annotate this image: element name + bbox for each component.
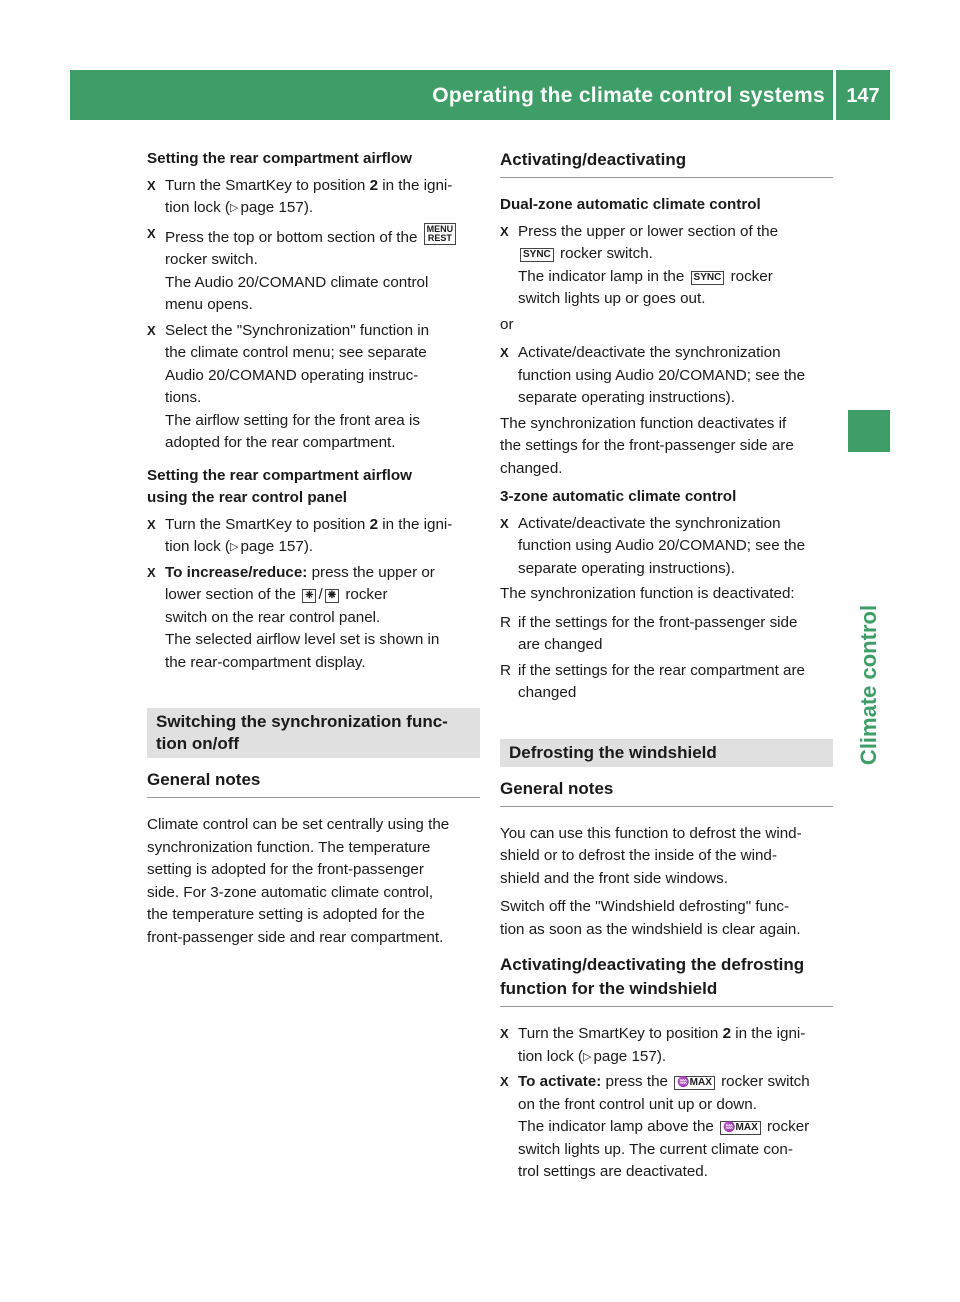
instruction-step: X Select the "Synchronization" function in the climate control menu; see separate Audio 20/COMAND operating instruc- tions. The airflow setting for the front area is adopted for the rear compartment. [147, 321, 430, 451]
menu-rest-icon: MENU REST [424, 223, 457, 245]
page-reference[interactable]: page 157). [240, 538, 314, 555]
instruction-step: X Activate/deactivate the synchronization function using Audio 20/COMAND; see the separate operating instructions). [500, 514, 806, 577]
paragraph: Switch off the "Windshield defrosting" func- tion as soon as the windshield is clear again. [500, 898, 801, 938]
or-text: or [500, 315, 514, 333]
step-arrow-icon: X [147, 516, 156, 532]
step-arrow-icon: X [147, 322, 156, 338]
instruction-step: X Activate/deactivate the synchronization function using Audio 20/COMAND; see the separate operating instructions). [500, 344, 806, 406]
section-label: Climate control [856, 604, 881, 766]
subheading: 3-zone automatic climate control [500, 488, 737, 505]
defrost-max-icon: ♒MAX [674, 1076, 715, 1090]
instruction-step: X To increase/reduce: press the upper or lower section of the ❈ / ❋ rocker switch on the rear control panel. The selected airflow level set is shown in the rear-compartment display. [147, 563, 440, 671]
page-reference[interactable]: page 157). [240, 199, 314, 216]
page-reference[interactable]: page 157). [593, 1047, 667, 1065]
step-arrow-icon: X [500, 1074, 509, 1089]
right-column [500, 148, 833, 1187]
instruction-step: X Press the top or bottom section of the MENU REST rocker switch. The Audio 20/COMAND climate control menu opens. [147, 223, 480, 317]
bullet-item: R if the settings for the front-passenger side are changed [500, 613, 798, 653]
subheading: Dual-zone automatic climate control [500, 196, 761, 213]
instruction-step: X Turn the SmartKey to position 2 in the igni- tion lock (▷ page 157). [147, 175, 480, 220]
paragraph: You can use this function to defrost the wind- shield or to defrost the inside of the wind- shield and the front side windows. [500, 824, 802, 887]
page-title: Operating the climate control systems [432, 84, 825, 107]
section-heading-box: Switching the synchronization func- tion on/off [147, 708, 480, 758]
step-arrow-icon: X [500, 223, 509, 239]
instruction-step: X To activate: press the ♒MAX rocker switch on the front control unit up or down. The indicator lamp above the ♒MAX rocker switch lights up. The current climate con- trol settings are deactivated. [500, 1073, 810, 1180]
bullet-icon: R [500, 661, 511, 679]
paragraph: The synchronization function deactivates if the settings for the front-passenger side are changed. [500, 414, 794, 477]
bullet-icon: R [500, 613, 511, 631]
bullet-item: R if the settings for the rear compartment are changed [500, 661, 806, 701]
fan-up-icon: ❈ [302, 589, 316, 603]
section-heading-box: Defrosting the windshield [500, 739, 833, 767]
step-arrow-icon: X [500, 515, 509, 531]
instruction-step: X Turn the SmartKey to position 2 in the igni- tion lock (▷ page 157). [500, 1023, 833, 1068]
paragraph: The synchronization function is deactivated: [500, 585, 795, 602]
step-arrow-icon: X [500, 1026, 509, 1041]
instruction-step: X Press the upper or lower section of the SYNC rocker switch. The indicator lamp in the SYNC rocker switch lights up or goes out. [500, 222, 779, 307]
step-arrow-icon: X [147, 177, 156, 193]
section-heading: Activating/deactivating [500, 148, 833, 178]
step-arrow-icon: X [147, 564, 156, 580]
step-arrow-icon: X [500, 345, 509, 360]
page-number: 147 [846, 85, 880, 107]
section-heading: Activating/deactivating the defrosting function for the windshield [500, 953, 833, 1007]
section-tab-marker [848, 410, 890, 452]
fan-down-icon: ❋ [325, 589, 339, 603]
page-ref-icon: ▷ [230, 202, 239, 214]
subheading: Setting the rear compartment airflow [147, 150, 412, 167]
paragraph: Climate control can be set centrally using the synchronization function. The temperature setting is adopted for the front-passenger side. For 3-zone automatic climate control, the temperature setting is adopted for the front-passenger side and rear compartment. [147, 816, 450, 946]
sync-icon: SYNC [520, 248, 554, 262]
left-column [147, 148, 480, 955]
instruction-step: X Turn the SmartKey to position 2 in the igni- tion lock (▷ page 157). [147, 514, 480, 559]
sync-icon: SYNC [691, 271, 725, 285]
subheading: Setting the rear compartment airflow using the rear control panel [147, 466, 412, 506]
page-ref-icon: ▷ [230, 541, 239, 553]
page-ref-icon: ▷ [583, 1050, 592, 1063]
section-heading: General notes [147, 768, 480, 798]
step-arrow-icon: X [147, 225, 156, 241]
defrost-max-icon: ♒MAX [720, 1121, 761, 1135]
section-heading: General notes [500, 777, 833, 807]
